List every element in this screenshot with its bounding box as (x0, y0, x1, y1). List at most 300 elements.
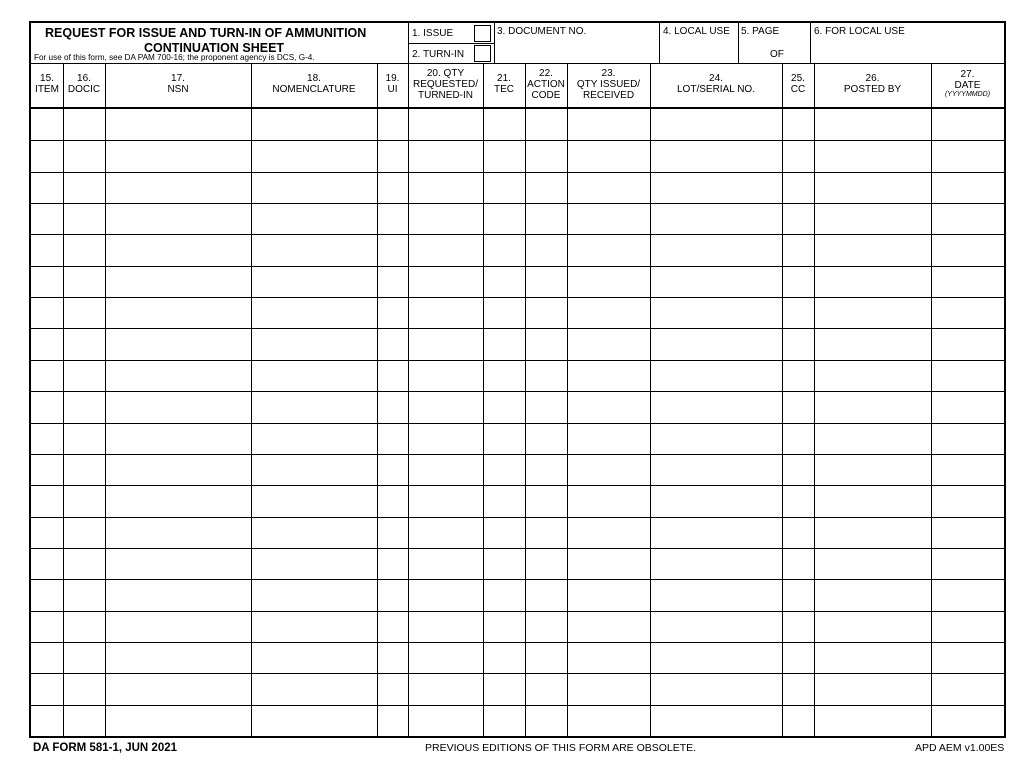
table-cell[interactable] (568, 455, 650, 485)
table-cell[interactable] (64, 173, 105, 203)
table-cell[interactable] (815, 173, 931, 203)
column-label: CC (790, 84, 806, 95)
document-no-field[interactable] (495, 37, 658, 63)
row-divider (31, 454, 1004, 455)
table-cell[interactable] (651, 204, 782, 234)
table-cell[interactable] (32, 361, 63, 391)
table-cell[interactable] (252, 173, 377, 203)
table-cell[interactable] (815, 486, 931, 516)
table-cell[interactable] (526, 173, 567, 203)
table-cell[interactable] (568, 298, 650, 328)
table-cell[interactable] (568, 518, 650, 548)
table-cell[interactable] (378, 643, 408, 673)
table-cell[interactable] (568, 643, 650, 673)
table-cell[interactable] (378, 141, 408, 171)
table-cell[interactable] (783, 612, 814, 642)
table-cell[interactable] (378, 549, 408, 579)
table-cell[interactable] (783, 580, 814, 610)
table-cell[interactable] (568, 580, 650, 610)
table-cell[interactable] (932, 424, 1004, 454)
table-cell[interactable] (32, 549, 63, 579)
table-cell[interactable] (64, 204, 105, 234)
table-cell[interactable] (568, 329, 650, 359)
table-cell[interactable] (651, 612, 782, 642)
table-cell[interactable] (106, 549, 251, 579)
table-cell[interactable] (484, 518, 525, 548)
table-cell[interactable] (484, 235, 525, 265)
table-cell[interactable] (484, 204, 525, 234)
table-cell[interactable] (526, 141, 567, 171)
table-cell[interactable] (378, 674, 408, 704)
table-cell[interactable] (252, 674, 377, 704)
table-cell[interactable] (815, 110, 931, 140)
table-cell[interactable] (252, 643, 377, 673)
table-cell[interactable] (252, 361, 377, 391)
table-cell[interactable] (932, 204, 1004, 234)
column-number: 21. (497, 73, 511, 84)
column-label: NSN (167, 84, 189, 95)
page-label: 5. PAGE (741, 26, 780, 37)
table-cell[interactable] (32, 110, 63, 140)
form-frame (29, 21, 1006, 738)
table-cell[interactable] (651, 392, 782, 422)
table-cell[interactable] (783, 298, 814, 328)
table-cell[interactable] (106, 674, 251, 704)
row-divider (31, 360, 1004, 361)
table-cell[interactable] (783, 424, 814, 454)
table-cell[interactable] (526, 612, 567, 642)
table-cell[interactable] (64, 235, 105, 265)
table-cell[interactable] (64, 110, 105, 140)
table-cell[interactable] (252, 329, 377, 359)
table-cell[interactable] (526, 361, 567, 391)
table-cell[interactable] (252, 706, 377, 736)
table-cell[interactable] (783, 361, 814, 391)
table-cell[interactable] (409, 392, 483, 422)
column-header (105, 65, 251, 103)
table-cell[interactable] (815, 204, 931, 234)
table-cell[interactable] (64, 643, 105, 673)
table-cell[interactable] (64, 455, 105, 485)
turnin-checkbox[interactable] (474, 45, 491, 62)
table-cell[interactable] (32, 455, 63, 485)
table-cell[interactable] (783, 518, 814, 548)
table-cell[interactable] (106, 612, 251, 642)
table-cell[interactable] (378, 173, 408, 203)
table-cell[interactable] (932, 392, 1004, 422)
table-cell[interactable] (815, 518, 931, 548)
table-cell[interactable] (568, 173, 650, 203)
table-cell[interactable] (783, 392, 814, 422)
issue-checkbox[interactable] (474, 25, 491, 42)
table-cell[interactable] (526, 235, 567, 265)
table-cell[interactable] (106, 173, 251, 203)
table-cell[interactable] (932, 674, 1004, 704)
table-cell[interactable] (484, 643, 525, 673)
table-cell[interactable] (64, 392, 105, 422)
table-cell[interactable] (64, 549, 105, 579)
table-cell[interactable] (378, 235, 408, 265)
table-cell[interactable] (568, 424, 650, 454)
table-cell[interactable] (378, 110, 408, 140)
table-cell[interactable] (106, 392, 251, 422)
table-cell[interactable] (378, 329, 408, 359)
table-cell[interactable] (526, 549, 567, 579)
table-cell[interactable] (409, 204, 483, 234)
table-cell[interactable] (815, 455, 931, 485)
table-cell[interactable] (932, 518, 1004, 548)
table-cell[interactable] (64, 486, 105, 516)
row-divider (31, 579, 1004, 580)
table-cell[interactable] (32, 392, 63, 422)
table-cell[interactable] (64, 518, 105, 548)
table-cell[interactable] (651, 267, 782, 297)
table-cell[interactable] (409, 706, 483, 736)
table-cell[interactable] (32, 298, 63, 328)
table-cell[interactable] (484, 110, 525, 140)
table-cell[interactable] (484, 674, 525, 704)
table-cell[interactable] (568, 392, 650, 422)
column-divider (567, 63, 568, 736)
column-label: ACTION (527, 78, 565, 90)
table-cell[interactable] (651, 235, 782, 265)
table-cell[interactable] (815, 706, 931, 736)
table-cell[interactable] (64, 267, 105, 297)
table-cell[interactable] (651, 361, 782, 391)
table-cell[interactable] (526, 486, 567, 516)
column-number: 17. (171, 73, 185, 84)
table-cell[interactable] (526, 298, 567, 328)
table-cell[interactable] (32, 267, 63, 297)
table-cell[interactable] (815, 549, 931, 579)
column-label: LOT/SERIAL NO. (677, 84, 755, 95)
table-cell[interactable] (484, 612, 525, 642)
table-cell[interactable] (64, 706, 105, 736)
table-cell[interactable] (409, 173, 483, 203)
table-cell[interactable] (252, 204, 377, 234)
table-cell[interactable] (484, 141, 525, 171)
table-cell[interactable] (783, 235, 814, 265)
table-cell[interactable] (252, 235, 377, 265)
table-cell[interactable] (106, 455, 251, 485)
table-cell[interactable] (526, 674, 567, 704)
table-cell[interactable] (32, 643, 63, 673)
table-cell[interactable] (568, 486, 650, 516)
table-cell[interactable] (568, 267, 650, 297)
table-cell[interactable] (526, 706, 567, 736)
table-cell[interactable] (484, 706, 525, 736)
table-cell[interactable] (32, 518, 63, 548)
table-cell[interactable] (252, 110, 377, 140)
table-cell[interactable] (64, 424, 105, 454)
table-cell[interactable] (32, 706, 63, 736)
table-cell[interactable] (815, 424, 931, 454)
table-cell[interactable] (32, 424, 63, 454)
table-cell[interactable] (815, 580, 931, 610)
table-cell[interactable] (526, 455, 567, 485)
table-cell[interactable] (651, 549, 782, 579)
table-cell[interactable] (932, 455, 1004, 485)
table-cell[interactable] (484, 173, 525, 203)
table-cell[interactable] (568, 706, 650, 736)
table-cell[interactable] (568, 361, 650, 391)
table-cell[interactable] (651, 706, 782, 736)
column-number: 15. (40, 73, 54, 84)
table-cell[interactable] (378, 361, 408, 391)
table-cell[interactable] (252, 612, 377, 642)
table-cell[interactable] (783, 173, 814, 203)
table-cell[interactable] (526, 518, 567, 548)
table-cell[interactable] (484, 267, 525, 297)
table-cell[interactable] (106, 235, 251, 265)
table-cell[interactable] (252, 392, 377, 422)
table-cell[interactable] (484, 361, 525, 391)
table-cell[interactable] (783, 267, 814, 297)
table-cell[interactable] (409, 518, 483, 548)
table-cell[interactable] (932, 580, 1004, 610)
table-cell[interactable] (526, 392, 567, 422)
table-cell[interactable] (783, 204, 814, 234)
table-cell[interactable] (651, 518, 782, 548)
table-cell[interactable] (378, 392, 408, 422)
table-cell[interactable] (409, 361, 483, 391)
table-cell[interactable] (32, 580, 63, 610)
table-cell[interactable] (484, 455, 525, 485)
table-cell[interactable] (64, 141, 105, 171)
table-cell[interactable] (484, 486, 525, 516)
table-cell[interactable] (252, 455, 377, 485)
table-cell[interactable] (815, 674, 931, 704)
table-cell[interactable] (526, 643, 567, 673)
table-cell[interactable] (32, 674, 63, 704)
table-cell[interactable] (409, 267, 483, 297)
table-cell[interactable] (568, 141, 650, 171)
obsolete-notice: PREVIOUS EDITIONS OF THIS FORM ARE OBSOLETE. (425, 742, 697, 754)
table-cell[interactable] (526, 424, 567, 454)
table-cell[interactable] (409, 235, 483, 265)
table-cell[interactable] (378, 612, 408, 642)
table-cell[interactable] (409, 141, 483, 171)
table-cell[interactable] (252, 424, 377, 454)
table-cell[interactable] (378, 706, 408, 736)
table-cell[interactable] (783, 706, 814, 736)
for-local-use-field[interactable] (811, 37, 1004, 63)
table-cell[interactable] (526, 204, 567, 234)
table-cell[interactable] (64, 361, 105, 391)
column-header (650, 65, 782, 103)
table-cell[interactable] (409, 455, 483, 485)
table-cell[interactable] (651, 674, 782, 704)
table-cell[interactable] (32, 204, 63, 234)
table-cell[interactable] (32, 173, 63, 203)
table-cell[interactable] (815, 267, 931, 297)
table-cell[interactable] (106, 361, 251, 391)
table-cell[interactable] (932, 706, 1004, 736)
table-cell[interactable] (568, 674, 650, 704)
table-cell[interactable] (484, 298, 525, 328)
table-cell[interactable] (526, 110, 567, 140)
table-cell[interactable] (106, 706, 251, 736)
table-cell[interactable] (568, 110, 650, 140)
table-cell[interactable] (932, 361, 1004, 391)
table-cell[interactable] (932, 612, 1004, 642)
table-cell[interactable] (106, 141, 251, 171)
table-cell[interactable] (409, 329, 483, 359)
table-cell[interactable] (32, 329, 63, 359)
table-cell[interactable] (783, 674, 814, 704)
table-cell[interactable] (378, 204, 408, 234)
table-cell[interactable] (651, 298, 782, 328)
table-cell[interactable] (252, 549, 377, 579)
table-cell[interactable] (815, 361, 931, 391)
table-cell[interactable] (783, 110, 814, 140)
table-cell[interactable] (651, 110, 782, 140)
table-cell[interactable] (409, 110, 483, 140)
column-label: DATE (954, 80, 981, 92)
table-cell[interactable] (783, 455, 814, 485)
table-cell[interactable] (64, 298, 105, 328)
table-cell[interactable] (651, 643, 782, 673)
column-number: 25. (791, 73, 805, 84)
table-cell[interactable] (378, 518, 408, 548)
table-cell[interactable] (32, 235, 63, 265)
table-cell[interactable] (932, 267, 1004, 297)
table-cell[interactable] (409, 549, 483, 579)
table-cell[interactable] (815, 612, 931, 642)
column-header (782, 65, 814, 103)
table-cell[interactable] (252, 298, 377, 328)
table-cell[interactable] (651, 424, 782, 454)
table-cell[interactable] (932, 298, 1004, 328)
table-cell[interactable] (932, 486, 1004, 516)
table-cell[interactable] (526, 329, 567, 359)
table-cell[interactable] (568, 549, 650, 579)
table-cell[interactable] (651, 486, 782, 516)
table-cell[interactable] (651, 329, 782, 359)
table-cell[interactable] (64, 329, 105, 359)
table-cell[interactable] (378, 455, 408, 485)
table-cell[interactable] (651, 141, 782, 171)
column-header-divider (31, 107, 1004, 109)
table-cell[interactable] (252, 141, 377, 171)
table-cell[interactable] (815, 235, 931, 265)
table-cell[interactable] (64, 580, 105, 610)
table-cell[interactable] (783, 329, 814, 359)
column-divider (105, 63, 106, 736)
table-cell[interactable] (409, 486, 483, 516)
table-cell[interactable] (484, 392, 525, 422)
table-cell[interactable] (252, 267, 377, 297)
table-cell[interactable] (106, 204, 251, 234)
row-divider (31, 485, 1004, 486)
table-cell[interactable] (783, 486, 814, 516)
column-label: UI (387, 84, 398, 95)
table-cell[interactable] (815, 643, 931, 673)
table-cell[interactable] (568, 204, 650, 234)
table-cell[interactable] (106, 486, 251, 516)
table-cell[interactable] (378, 298, 408, 328)
table-cell[interactable] (252, 580, 377, 610)
table-cell[interactable] (651, 580, 782, 610)
table-cell[interactable] (932, 110, 1004, 140)
table-cell[interactable] (409, 612, 483, 642)
table-cell[interactable] (409, 643, 483, 673)
table-cell[interactable] (815, 329, 931, 359)
table-cell[interactable] (409, 298, 483, 328)
version-label: APD AEM v1.00ES (915, 742, 1005, 754)
table-cell[interactable] (651, 455, 782, 485)
table-cell[interactable] (484, 329, 525, 359)
table-cell[interactable] (932, 329, 1004, 359)
header-sep (408, 23, 409, 63)
table-cell[interactable] (526, 580, 567, 610)
row-divider (31, 673, 1004, 674)
table-cell[interactable] (783, 643, 814, 673)
page-field[interactable] (739, 37, 809, 63)
table-cell[interactable] (252, 518, 377, 548)
table-cell[interactable] (106, 329, 251, 359)
table-cell[interactable] (568, 612, 650, 642)
table-cell[interactable] (815, 298, 931, 328)
row-divider (31, 234, 1004, 235)
table-cell[interactable] (409, 424, 483, 454)
table-cell[interactable] (568, 235, 650, 265)
column-divider (483, 63, 484, 736)
table-cell[interactable] (932, 235, 1004, 265)
table-cell[interactable] (932, 173, 1004, 203)
table-cell[interactable] (64, 612, 105, 642)
table-cell[interactable] (932, 549, 1004, 579)
row-divider (31, 140, 1004, 141)
table-cell[interactable] (526, 267, 567, 297)
table-cell[interactable] (484, 424, 525, 454)
column-note: (YYYYMMDD) (944, 91, 991, 99)
table-cell[interactable] (32, 486, 63, 516)
table-cell[interactable] (783, 141, 814, 171)
row-divider (31, 517, 1004, 518)
table-cell[interactable] (106, 580, 251, 610)
table-cell[interactable] (484, 549, 525, 579)
table-cell[interactable] (409, 580, 483, 610)
document-no-label: 3. DOCUMENT NO. (497, 26, 587, 37)
table-cell[interactable] (651, 173, 782, 203)
table-cell[interactable] (378, 486, 408, 516)
table-cell[interactable] (815, 392, 931, 422)
table-cell[interactable] (32, 612, 63, 642)
table-cell[interactable] (378, 267, 408, 297)
table-cell[interactable] (252, 486, 377, 516)
table-cell[interactable] (932, 643, 1004, 673)
table-cell[interactable] (32, 141, 63, 171)
table-cell[interactable] (932, 141, 1004, 171)
table-cell[interactable] (378, 580, 408, 610)
table-cell[interactable] (378, 424, 408, 454)
table-cell[interactable] (106, 110, 251, 140)
table-cell[interactable] (484, 580, 525, 610)
table-cell[interactable] (106, 424, 251, 454)
local-use-field[interactable] (660, 37, 737, 63)
table-cell[interactable] (106, 298, 251, 328)
table-cell[interactable] (783, 549, 814, 579)
table-cell[interactable] (815, 141, 931, 171)
row-divider (31, 423, 1004, 424)
table-cell[interactable] (106, 267, 251, 297)
table-cell[interactable] (106, 518, 251, 548)
table-cell[interactable] (64, 674, 105, 704)
column-header (377, 65, 408, 103)
table-cell[interactable] (409, 674, 483, 704)
table-cell[interactable] (106, 643, 251, 673)
